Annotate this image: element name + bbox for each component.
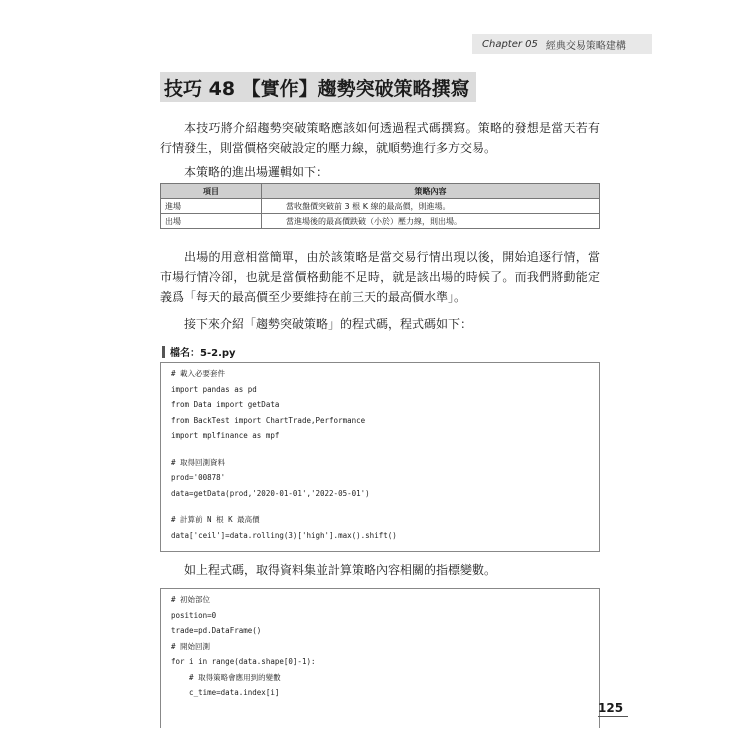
table-header-row — [161, 184, 600, 199]
section-title: 技巧 48 【實作】趨勢突破策略撰寫 — [160, 72, 476, 102]
code-file-label — [162, 344, 236, 359]
table-header-content: 策略內容 — [262, 184, 600, 199]
code-line: prod='00878' — [171, 473, 226, 482]
code-line: for i in range(data.shape[0]-1): — [171, 657, 316, 666]
code-line: from Data import getData — [171, 400, 280, 409]
code-line: c_time=data.index[i] — [171, 688, 280, 697]
code-line: # 開始回測 — [171, 641, 211, 651]
intro-paragraph: 本技巧將介紹趨勢突破策略應該如何透過程式碼撰寫。策略的發想是當天若有行情發生，則當價格突破設定的壓力線，就順勢進行多方交易。 — [160, 121, 600, 155]
rules-intro-paragraph: 本策略的進出場邏輯如下： — [184, 165, 329, 179]
table-row — [161, 214, 600, 229]
code-line: # 初始部位 — [171, 595, 211, 604]
code-line: trade=pd.DataFrame() — [171, 626, 262, 635]
code-line: # 取得策略會應用到的變數 — [171, 672, 281, 682]
table-cell-item: 出場 — [161, 214, 262, 229]
after-code-paragraph: 如上程式碼，取得資料集並計算策略內容相關的指標變數。 — [184, 563, 497, 577]
table-row — [161, 199, 600, 214]
page-number: 125 — [598, 701, 624, 715]
code-line: data=getData(prod,'2020-01-01','2022-05-01') — [171, 488, 370, 498]
code-line: import pandas as pd — [171, 384, 257, 394]
running-header — [472, 34, 652, 54]
code-line: data['ceil']=data.rolling(3)['high'].max().shift() — [171, 530, 397, 540]
code-line: import mplfinance as mpf — [171, 431, 280, 440]
table-cell-content: 當進場後的最高價跌破（小於）壓力線，則出場。 — [262, 214, 600, 229]
code-intro-paragraph: 接下來介紹「趨勢突破策略」的程式碼，程式碼如下： — [184, 317, 473, 331]
chapter-label: Chapter 05 — [482, 38, 538, 50]
code-line-blank — [171, 444, 599, 455]
file-label-bar — [162, 346, 165, 358]
code-block-1 — [160, 362, 600, 552]
code-line: # 取得回測資料 — [171, 457, 226, 467]
code-line: position=0 — [171, 610, 217, 620]
chapter-title: 經典交易策略建構 — [545, 40, 626, 52]
code-file-name: 檔名：5-2.py — [170, 348, 236, 359]
table-cell-item: 進場 — [161, 199, 262, 214]
strategy-table — [160, 183, 600, 229]
page-number-rule — [598, 716, 628, 717]
table-header-item: 項目 — [161, 184, 262, 199]
code-line: # 計算前 N 根 K 最高價 — [171, 515, 260, 524]
code-line: from BackTest import ChartTrade,Performance — [171, 415, 366, 425]
code-line-blank — [171, 501, 599, 512]
code-block-2 — [160, 588, 600, 728]
table-cell-content: 當收盤價突破前 3 根 K 線的最高價，則進場。 — [262, 199, 600, 214]
explanation-paragraph: 出場的用意相當簡單，由於該策略是當交易行情出現以後，開始追逐行情，當市場行情冷卻，也就是當價格動能不足時，就是該出場的時候了。而我們將動能定義爲「每天的最高價至少要維持在前三天的最高價水準」。 — [160, 250, 600, 304]
code-line: # 載入必要套件 — [171, 369, 226, 378]
